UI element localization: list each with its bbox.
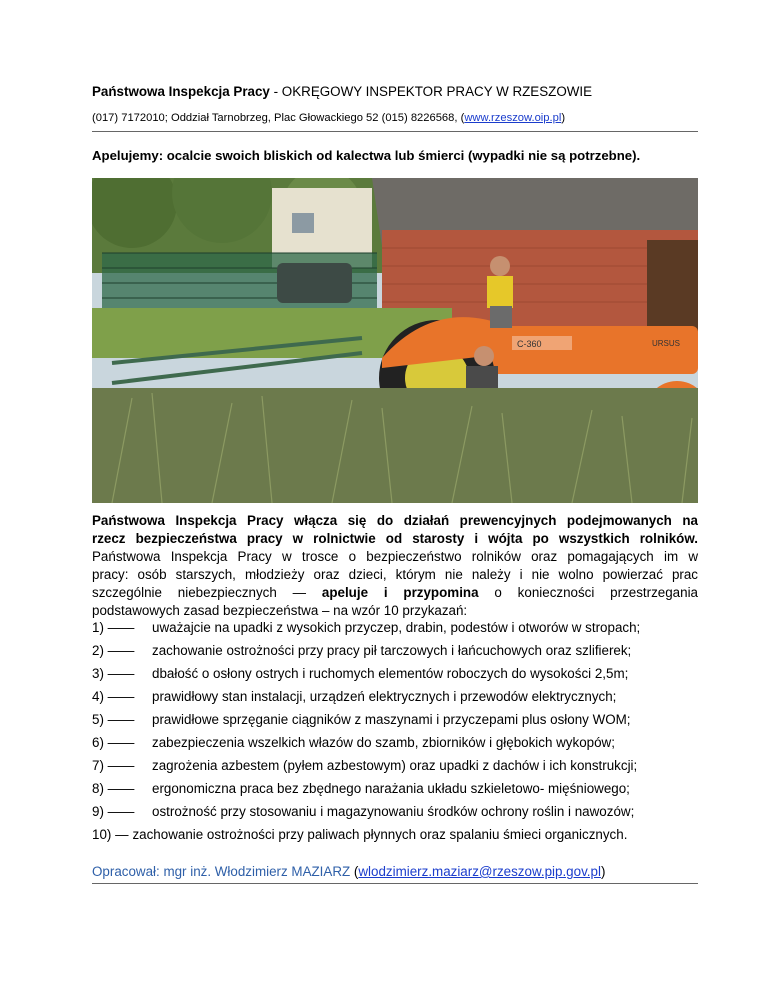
intro-bold-line-1: Państwowa Inspekcja Pracy włącza się do działań prewencyjnych podejmowanych na bbox=[92, 513, 698, 528]
rule-number: 2) —— bbox=[92, 643, 135, 658]
contact-close: ) bbox=[561, 112, 566, 124]
tractor-label-brand: URSUS bbox=[652, 339, 681, 348]
intro-line: podstawowych zasad bezpieczeństwa – na wzór 10 przykazań: bbox=[92, 603, 468, 618]
author-line bbox=[92, 864, 605, 879]
org-separator: - bbox=[269, 84, 282, 99]
intro-line5-bold: apeluje i przypomina bbox=[321, 585, 479, 600]
rules-list bbox=[92, 620, 698, 850]
rule-text: prawidłowy stan instalacji, urządzeń elektrycznych i przewodów elektrycznych; bbox=[152, 689, 617, 704]
rule-text: dbałość o osłony ostrych i ruchomych elementów roboczych do wysokości 2,5m; bbox=[152, 666, 629, 681]
rule-text: zachowanie ostrożności przy pracy pił tarczowych i łańcuchowych oraz szlifierek; bbox=[152, 643, 632, 658]
rule-text: prawidłowe sprzęganie ciągników z maszynami i przyczepami plus osłony WOM; bbox=[152, 712, 631, 727]
header-divider bbox=[92, 131, 698, 132]
author-email-link[interactable]: wlodzimierz.maziarz@rzeszow.pip.gov.pl bbox=[358, 864, 601, 879]
org-name: Państwowa Inspekcja Pracy bbox=[92, 84, 270, 99]
tractor-label-model: C-360 bbox=[517, 339, 542, 349]
contact-text: (017) 7172010; Oddział Tarnobrzeg, Plac Głowackiego 52 (015) 8226568, ( bbox=[92, 112, 465, 124]
intro-line bbox=[92, 584, 698, 602]
intro-paragraph bbox=[92, 512, 698, 620]
rule-number: 4) —— bbox=[92, 689, 135, 704]
rule-number: 3) —— bbox=[92, 666, 135, 681]
tractor-photo bbox=[92, 178, 698, 503]
rule-text: zabezpieczenia wszelkich włazów do szamb, zbiorników i głębokich wykopów; bbox=[152, 735, 615, 750]
header-title bbox=[92, 84, 592, 99]
intro-line: pracy: osób starszych, młodzieży oraz dzieci, którym nie należy i nie wolno powierzać prac bbox=[92, 567, 698, 582]
rule-text: ostrożność przy stosowaniu i magazynowaniu środków ochrony roślin i nawozów; bbox=[152, 804, 635, 819]
rule-item bbox=[92, 758, 698, 781]
rule-number: 6) —— bbox=[92, 735, 135, 750]
rule-number: 10) — bbox=[92, 827, 129, 842]
appeal-heading: Apelujemy: ocalcie swoich bliskich od kalectwa lub śmierci (wypadki nie są potrzebne). bbox=[92, 148, 641, 163]
author-close: ) bbox=[600, 864, 606, 879]
rule-item bbox=[92, 689, 698, 712]
rule-item bbox=[92, 827, 698, 850]
website-link[interactable]: www.rzeszow.oip.pl bbox=[464, 112, 562, 124]
rule-number: 7) —— bbox=[92, 758, 135, 773]
rule-number: 8) —— bbox=[92, 781, 135, 796]
rule-number: 1) —— bbox=[92, 620, 135, 635]
contact-line bbox=[92, 112, 565, 124]
rule-item bbox=[92, 781, 698, 804]
rule-number: 9) —— bbox=[92, 804, 135, 819]
author-open: ( bbox=[350, 864, 359, 879]
rule-text: zagrożenia azbestem (pyłem azbestowym) oraz upadki z dachów i ich konstrukcji; bbox=[152, 758, 638, 773]
rule-text: ergonomiczna praca bez zbędnego narażania układu szkieletowo- mięśniowego; bbox=[152, 781, 630, 796]
rule-text: uważajcie na upadki z wysokich przyczep, drabin, podestów i otworów w stropach; bbox=[152, 620, 641, 635]
rule-item bbox=[92, 712, 698, 735]
rule-text: zachowanie ostrożności przy paliwach płynnych oraz spalaniu śmieci organicznych. bbox=[132, 827, 628, 842]
rule-item bbox=[92, 804, 698, 827]
author-label: Opracował: mgr inż. Włodzimierz MAZIARZ bbox=[92, 864, 351, 879]
office-name: OKRĘGOWY INSPEKTOR PRACY W RZESZOWIE bbox=[281, 84, 593, 99]
rule-item bbox=[92, 643, 698, 666]
intro-line bbox=[92, 512, 698, 530]
intro-line5-after: o konieczności przestrzegania bbox=[478, 585, 699, 600]
intro-line bbox=[92, 530, 698, 548]
intro-bold-line-2: rzecz bezpieczeństwa pracy w rolnictwie od starosty i wójta po wszystkich rolników. bbox=[92, 531, 698, 546]
intro-line: Państwowa Inspekcja Pracy w trosce o bezpieczeństwo rolników oraz pomagających im w bbox=[92, 549, 698, 564]
rule-item bbox=[92, 620, 698, 643]
footer-divider bbox=[92, 883, 698, 884]
rule-item bbox=[92, 666, 698, 689]
rule-item bbox=[92, 735, 698, 758]
intro-line5-before: szczególnie niebezpiecznych — bbox=[92, 585, 322, 600]
rule-number: 5) —— bbox=[92, 712, 135, 727]
